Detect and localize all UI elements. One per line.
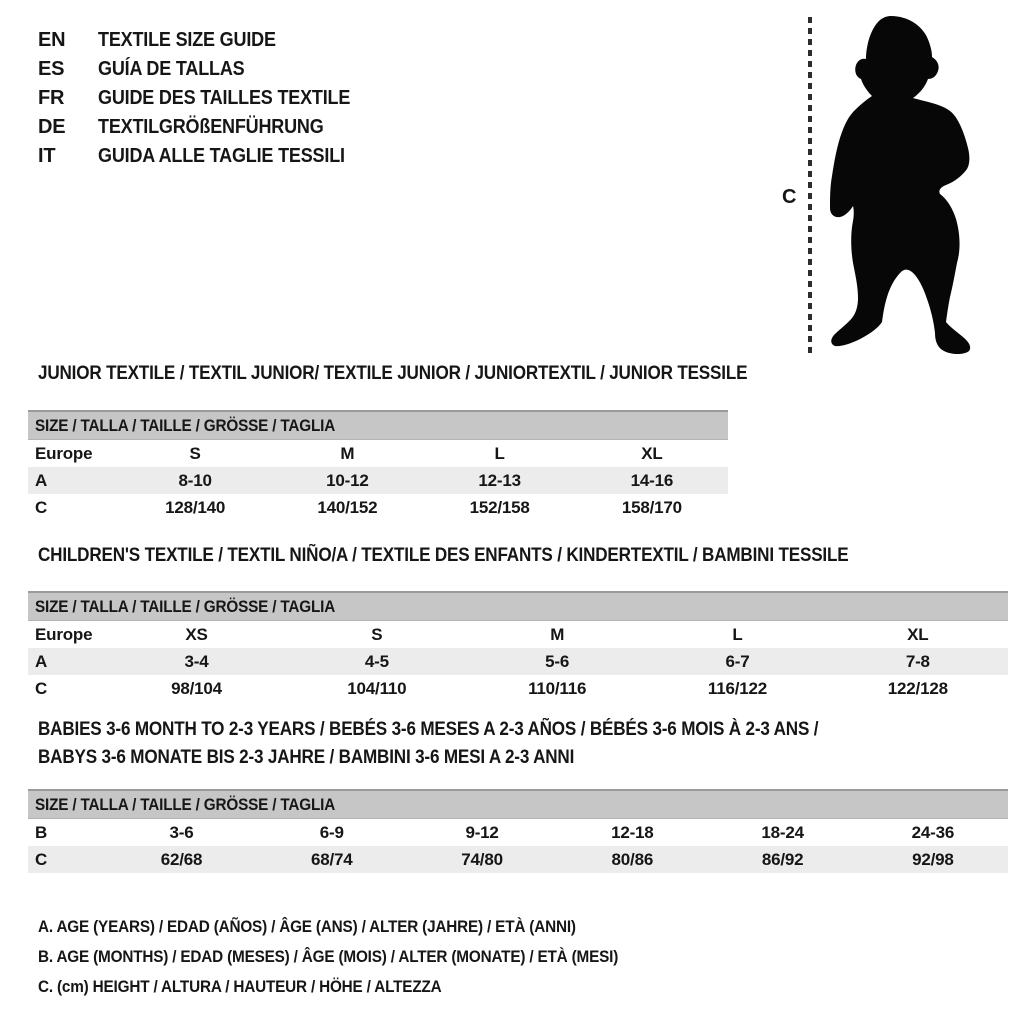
language-code: ES — [38, 58, 65, 80]
language-row-de — [38, 113, 378, 142]
language-title-list — [38, 26, 378, 171]
row-label: C — [28, 846, 106, 873]
size-cell: 12-13 — [424, 467, 576, 494]
table-header — [28, 790, 1008, 819]
size-cell: 98/104 — [171, 679, 222, 698]
guide-title: GUIDA ALLE TAGLIE TESSILI — [98, 145, 345, 167]
table-row-height — [28, 675, 1008, 702]
size-cell: S — [371, 625, 383, 644]
section-title-text: CHILDREN'S TEXTILE / TEXTIL NIÑO/A / TEXTILE DES ENFANTS / KINDERTEXTIL / BAMBINI TESSILE — [38, 545, 849, 566]
table-header-text: SIZE / TALLA / TAILLE / GRÖSSE / TAGLIA — [35, 416, 336, 435]
size-cell: 8-10 — [119, 467, 271, 494]
legend-footnotes — [38, 912, 683, 1002]
row-label: C — [35, 679, 48, 698]
section-title-text: BABYS 3-6 MONATE BIS 2-3 JAHRE / BAMBINI 3-6 MESI A 2-3 ANNI — [38, 747, 575, 768]
size-cell: 92/98 — [858, 846, 1008, 873]
table-row-europe — [28, 440, 728, 468]
row-label: A — [28, 467, 119, 494]
table-row-age-months — [28, 819, 1008, 847]
size-cell: 86/92 — [707, 846, 857, 873]
size-cell: L — [732, 625, 743, 644]
size-cell: 12-18 — [611, 823, 654, 842]
size-cell: 68/74 — [257, 846, 407, 873]
height-measure-label: C — [782, 186, 797, 208]
footnote-b — [38, 942, 683, 972]
table-row-europe — [28, 621, 1008, 649]
section-title-babies-line2 — [38, 746, 634, 770]
table-row-age — [28, 648, 1008, 675]
size-cell: 104/110 — [347, 679, 407, 698]
guide-title: TEXTILGRÖßENFÜHRUNG — [98, 116, 324, 138]
row-label: B — [35, 823, 48, 842]
language-code: FR — [38, 87, 65, 109]
language-code: DE — [38, 116, 66, 138]
size-cell: 80/86 — [557, 846, 707, 873]
footnote-text: A. AGE (YEARS) / EDAD (AÑOS) / ÂGE (ANS) / ALTER (JAHRE) / ETÀ (ANNI) — [38, 917, 576, 936]
babies-size-table — [28, 789, 1008, 873]
size-cell: M — [550, 625, 565, 644]
footnote-c — [38, 972, 683, 1002]
size-cell: L — [494, 444, 505, 463]
language-row-it — [38, 142, 378, 171]
size-cell: 122/128 — [887, 679, 948, 698]
row-label: A — [28, 648, 106, 675]
guide-title: TEXTILE SIZE GUIDE — [98, 29, 276, 51]
guide-title: GUIDE DES TAILLES TEXTILE — [98, 87, 351, 109]
size-cell: 152/158 — [469, 498, 530, 517]
size-cell: 116/122 — [707, 679, 768, 698]
height-figure — [770, 12, 990, 364]
size-cell: 6-7 — [647, 648, 827, 675]
language-code: IT — [38, 145, 56, 167]
language-row-es — [38, 55, 378, 84]
size-cell: 4-5 — [287, 648, 467, 675]
size-cell: 128/140 — [165, 498, 226, 517]
size-cell: 24-36 — [911, 823, 955, 842]
size-cell: 110/116 — [528, 679, 587, 698]
children-size-table — [28, 591, 1008, 702]
height-measure-dotted-line — [808, 17, 812, 357]
size-cell: 74/80 — [407, 846, 557, 873]
size-cell: 6-9 — [319, 823, 344, 842]
guide-title: GUÍA DE TALLAS — [98, 58, 245, 80]
table-header-row — [28, 592, 1008, 621]
section-title-children — [38, 544, 939, 568]
size-cell: 5-6 — [467, 648, 647, 675]
size-cell: 10-12 — [271, 467, 423, 494]
table-row-height — [28, 846, 1008, 873]
table-row-age — [28, 467, 728, 494]
table-header-row — [28, 790, 1008, 819]
footnote-text: B. AGE (MONTHS) / EDAD (MESES) / ÂGE (MOIS) / ALTER (MONATE) / ETÀ (MESI) — [38, 947, 619, 966]
section-title-text: JUNIOR TEXTILE / TEXTIL JUNIOR/ TEXTILE JUNIOR / JUNIORTEXTIL / JUNIOR TESSILE — [38, 363, 748, 384]
section-title-text: BABIES 3-6 MONTH TO 2-3 YEARS / BEBÉS 3-6 MESES A 2-3 AÑOS / BÉBÉS 3-6 MOIS À 2-3 ANS / — [38, 719, 819, 740]
footnote-text: C. (cm) HEIGHT / ALTURA / HAUTEUR / HÖHE / ALTEZZA — [38, 977, 442, 996]
size-cell: 9-12 — [465, 823, 499, 842]
table-header-row — [28, 411, 728, 440]
size-cell: 18-24 — [761, 823, 804, 842]
table-header — [28, 592, 1008, 621]
size-cell: XL — [641, 444, 663, 463]
size-cell: XS — [185, 625, 208, 644]
toddler-silhouette-icon — [828, 14, 978, 362]
size-cell: 3-4 — [106, 648, 286, 675]
size-cell: M — [340, 444, 355, 463]
table-header — [28, 411, 728, 440]
size-cell: 14-16 — [576, 467, 728, 494]
size-cell: 158/170 — [621, 498, 682, 517]
size-cell: 140/152 — [317, 498, 378, 517]
row-label: Europe — [35, 444, 93, 463]
row-label: C — [35, 498, 48, 517]
language-row-fr — [38, 84, 378, 113]
junior-size-table — [28, 410, 728, 521]
footnote-a — [38, 912, 683, 942]
size-cell: S — [189, 444, 201, 463]
size-cell: 62/68 — [106, 846, 256, 873]
size-cell: 7-8 — [828, 648, 1008, 675]
section-title-babies-line1 — [38, 718, 905, 742]
section-title-junior — [38, 362, 826, 386]
row-label: Europe — [35, 625, 93, 644]
language-row-en — [38, 26, 378, 55]
language-code: EN — [38, 29, 66, 51]
table-row-height — [28, 494, 728, 521]
table-header-text: SIZE / TALLA / TAILLE / GRÖSSE / TAGLIA — [35, 795, 336, 814]
table-header-text: SIZE / TALLA / TAILLE / GRÖSSE / TAGLIA — [35, 597, 336, 616]
size-cell: 3-6 — [169, 823, 194, 842]
size-cell: XL — [907, 625, 929, 644]
